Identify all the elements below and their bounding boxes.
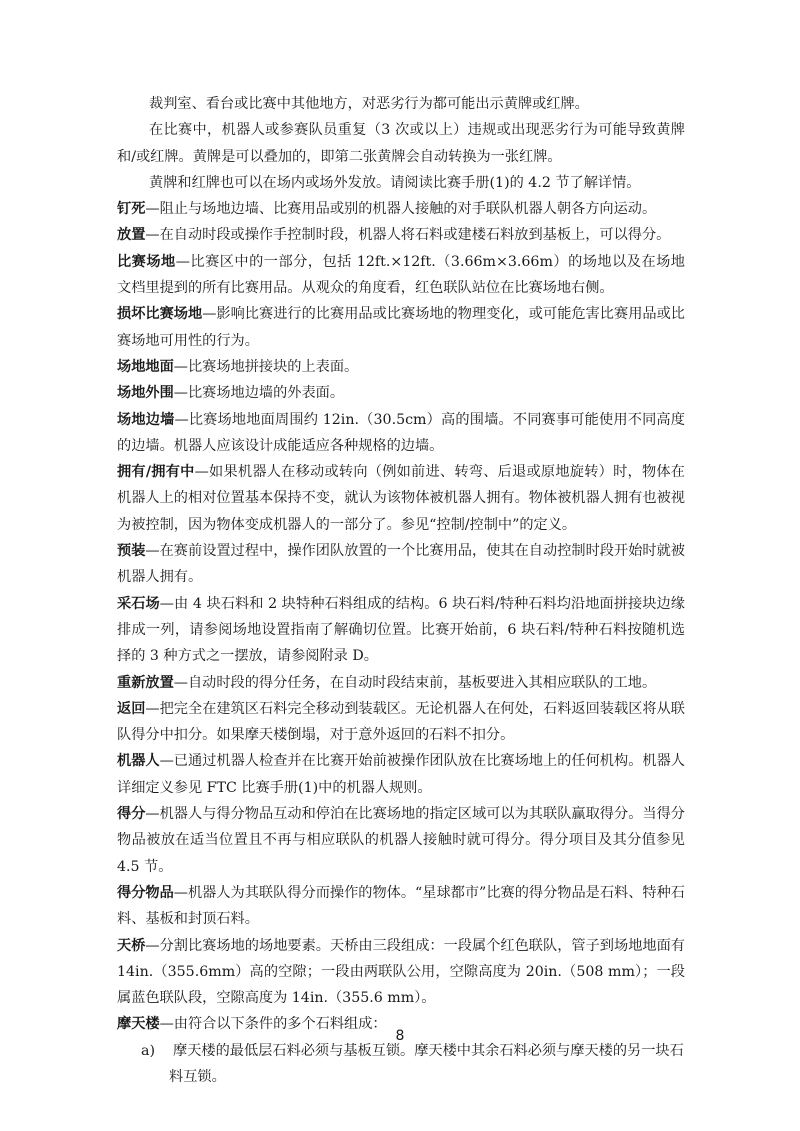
definition-text: —机器人与得分物品互动和停泊在比赛场地的指定区域可以为其联队赢取得分。当得分物品被放在适当位置且不再与相应联队的机器人接触时就可得分。得分项目及其分值参见 4.5 节。 bbox=[117, 806, 685, 875]
definition-text: —分割比赛场地的场地要素。天桥由三段组成：一段属个红色联队，管子到场地地面有 14in.（355.6mm）高的空隙；一段由两联队公用，空隙高度为 20in.（508 mm）；一段属蓝色联队段，空隙高度为 14in.（355.6 mm）。 bbox=[117, 937, 685, 1007]
definition-item bbox=[117, 696, 685, 749]
definition-term: 放置 bbox=[117, 227, 146, 244]
definition-item bbox=[117, 880, 685, 933]
definition-term: 重新放置 bbox=[117, 674, 174, 691]
definition-text: —已通过机器人检查并在比赛开始前被操作团队放在比赛场地上的任何机构。机器人详细定义参见 FTC 比赛手册(1)中的机器人规则。 bbox=[117, 753, 685, 796]
definition-text: —阻止与场地边墙、比赛用品或别的机器人接触的对手联队机器人朝各方向运动。 bbox=[145, 201, 657, 218]
definition-item bbox=[117, 670, 685, 696]
sub-list-continuation: 料互锁。 bbox=[169, 1068, 226, 1085]
sub-list-text: 摩天楼的最低层石料必须与基板互锁。摩天楼中其余石料必须与摩天楼的另一块石 bbox=[173, 1042, 684, 1059]
sub-list-label: a) bbox=[141, 1042, 155, 1059]
definition-text: —在自动时段或操作手控制时段，机器人将石料或建楼石料放到基板上，可以得分。 bbox=[145, 227, 671, 244]
intro-paragraph: 在比赛中，机器人或参赛队员重复（3 次或以上）违规或出现恶劣行为可能导致黄牌和/或红牌。黄牌是可以叠加的，即第二张黄牌会自动转换为一张红牌。 bbox=[117, 122, 685, 165]
definition-term: 摩天楼 bbox=[117, 1016, 160, 1033]
definition-term: 得分物品 bbox=[117, 884, 174, 901]
definition-item bbox=[117, 407, 685, 460]
definition-term: 钉死 bbox=[117, 201, 146, 218]
definition-text: —机器人为其联队得分而操作的物体。“星球都市”比赛的得分物品是石料、特种石料、基板和封顶石料。 bbox=[117, 884, 685, 928]
definition-text: —比赛区中的一部分，包括 12ft.×12ft.（3.66m×3.66m）的场地以及在场地文档里提到的所有比赛用品。从观众的角度看，红色联队站位在比赛场地右侧。 bbox=[117, 253, 685, 297]
definition-item bbox=[117, 538, 685, 591]
definition-text: —影响比赛进行的比赛用品或比赛场地的物理变化，或可能危害比赛用品或比赛场地可用性的行为。 bbox=[117, 306, 685, 349]
definition-text: —由符合以下条件的多个石料组成： bbox=[159, 1016, 387, 1033]
definition-term: 场地边墙 bbox=[117, 411, 175, 428]
definition-item bbox=[117, 249, 685, 302]
definition-text: —在赛前设置过程中，操作团队放置的一个比赛用品，使其在自动控制时段开始时就被机器人拥有。 bbox=[117, 543, 685, 586]
definition-item bbox=[117, 459, 685, 538]
intro-paragraph: 黄牌和红牌也可以在场内或场外发放。请阅读比赛手册(1)的 4.2 节了解详情。 bbox=[149, 174, 641, 191]
definition-term: 比赛场地 bbox=[117, 253, 176, 270]
definition-term: 场地外围 bbox=[117, 385, 174, 402]
page-number: 8 bbox=[395, 1028, 405, 1044]
definition-text: —比赛场地边墙的外表面。 bbox=[173, 385, 345, 402]
definition-item bbox=[117, 801, 685, 880]
definition-term: 得分 bbox=[117, 806, 146, 823]
definition-text: —自动时段的得分任务，在自动时段结束前，基板要进入其相应联队的工地。 bbox=[173, 674, 657, 691]
definition-text: —把完全在建筑区石料完全移动到装载区。无论机器人在何处，石料返回装载区将从联队得分中扣分。如果摩天楼倒塌，对于意外返回的石料不扣分。 bbox=[117, 700, 685, 744]
definition-text: —比赛场地拼接块的上表面。 bbox=[173, 358, 359, 375]
definition-term: 预装 bbox=[117, 543, 146, 560]
definition-term: 返回 bbox=[117, 700, 146, 717]
definition-text: —如果机器人在移动或转向（例如前进、转弯、后退或原地旋转）时，物体在机器人上的相对位置基本保持不变，就认为该物体被机器人拥有。物体被机器人拥有也被视为被控制，因为物体变成机器人的一部分了。参见“控制/控制中”的定义。 bbox=[117, 464, 685, 533]
definition-text: —由 4 块石料和 2 块特种石料组成的结构。6 块石料/特种石料均沿地面拼接块边缘排成一列，请参阅场地设置指南了解确切位置。比赛开始前，6 块石料/特种石料按随机选择的 3 种方式之一摆放，请参阅附录 D。 bbox=[117, 595, 685, 665]
definition-term: 天桥 bbox=[117, 937, 146, 954]
definition-item bbox=[117, 222, 685, 248]
definition-item bbox=[117, 591, 685, 670]
definition-term: 拥有/拥有中 bbox=[117, 464, 195, 481]
definition-term: 场地地面 bbox=[117, 358, 174, 375]
definition-item bbox=[117, 748, 685, 801]
intro-paragraph: 裁判室、看台或比赛中其他地方，对恶劣行为都可能出示黄牌或红牌。 bbox=[149, 96, 589, 112]
definition-term: 采石场 bbox=[117, 595, 160, 612]
definition-item bbox=[117, 354, 685, 380]
definition-text: —比赛场地地面周围约 12in.（30.5cm）高的围墙。不同赛事可能使用不同高度的边墙。机器人应该设计成能适应各种规格的边墙。 bbox=[117, 411, 685, 454]
definition-item bbox=[117, 301, 685, 354]
document-body bbox=[117, 91, 685, 1090]
definition-term: 机器人 bbox=[117, 753, 160, 770]
definition-item bbox=[117, 933, 685, 1012]
definition-item bbox=[117, 196, 685, 222]
definition-item bbox=[117, 380, 685, 406]
definition-term: 损坏比赛场地 bbox=[117, 306, 203, 323]
